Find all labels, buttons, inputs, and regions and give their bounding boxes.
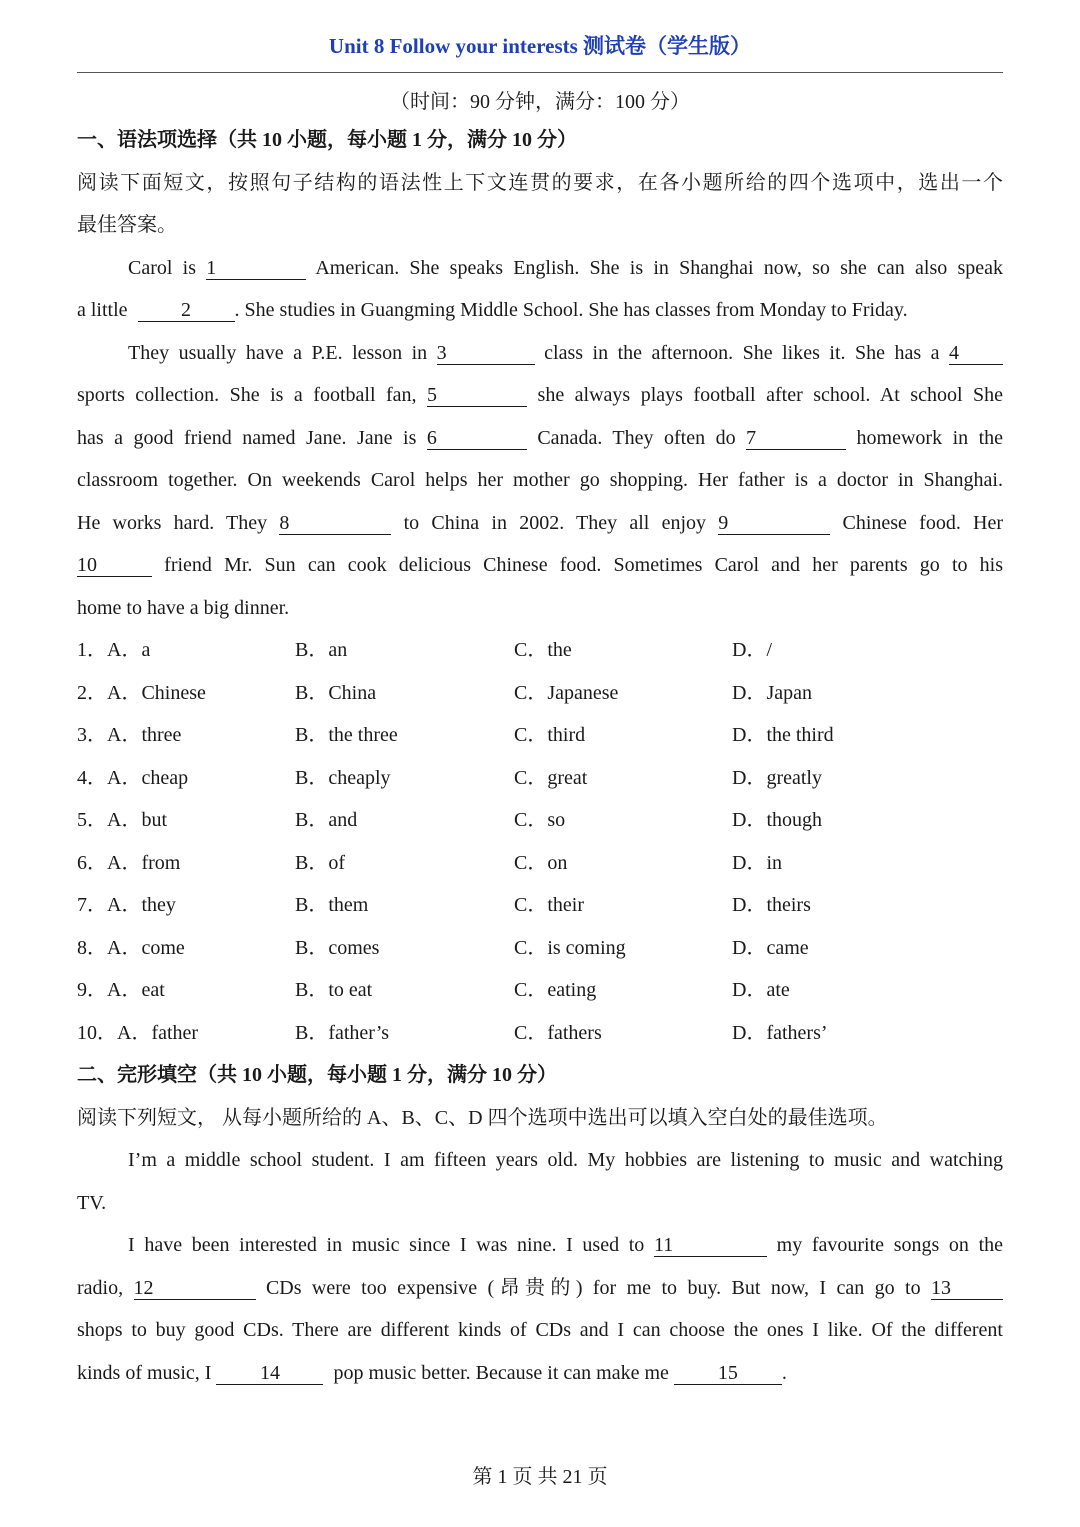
option-b: B．to eat: [295, 979, 373, 1001]
passage-1-line: home to have a big dinner.: [77, 596, 290, 619]
question-row: [77, 799, 1003, 842]
option-a: 2．A．Chinese: [77, 681, 206, 704]
passage-1-line: Carol is 1 American. She speaks English. She is in Shanghai now, so she can also speak: [128, 256, 1003, 279]
option-c: C．so: [514, 809, 566, 831]
option-c: C．eating: [514, 979, 597, 1001]
passage-1-line: a little 2 . She studies in Guangming Middle School. She has classes from Monday to Friday.: [77, 299, 908, 321]
question-row: [77, 969, 1003, 1012]
option-b: B．father’s: [295, 1021, 390, 1044]
option-c: C．Japanese: [514, 681, 619, 704]
blank-4: 4: [949, 342, 1003, 365]
blank-8: 8: [279, 512, 391, 535]
section-2-instruction: 阅读下列短文， 从每小题所给的 A、B、C、D 四个选项中选出可以填入空白处的最佳选项。: [77, 1106, 888, 1129]
option-d: D．theirs: [732, 894, 811, 916]
option-d: D．Japan: [732, 681, 812, 704]
question-row: [77, 884, 1003, 927]
blank-10: 10: [77, 554, 152, 577]
document-body: [77, 119, 1003, 1394]
option-a: 8．A．come: [77, 936, 185, 959]
option-b: B．of: [295, 851, 345, 874]
section-2-title: 二、完形填空（共 10 小题，每小题 1 分，满分 10 分）: [77, 1064, 557, 1086]
passage-1-line: They usually have a P.E. lesson in 3 class in the afternoon. She likes it. She has a 4: [77, 332, 1003, 375]
section-1-instruction: 阅读下面短文，按照句子结构的语法性上下文连贯的要求，在各小题所给的四个选项中，选出一个: [77, 171, 1003, 194]
option-c: C．is coming: [514, 936, 626, 959]
passage-2-line: radio, 12 CDs were too expensive (昂贵的) for me to buy. But now, I can go to 13: [77, 1267, 1003, 1310]
option-b: B．them: [295, 894, 369, 916]
option-b: B．the three: [295, 724, 398, 746]
option-b: B．cheaply: [295, 766, 391, 789]
section-1-title: 一、语法项选择（共 10 小题，每小题 1 分，满分 10 分）: [77, 129, 577, 151]
blank-15: 15: [674, 1362, 782, 1385]
blank-3: 3: [437, 342, 535, 365]
question-row: [77, 842, 1003, 885]
option-a: 4．A．cheap: [77, 766, 189, 789]
option-a: 1．A．a: [77, 639, 151, 661]
option-a: 7．A．they: [77, 894, 176, 916]
option-d: D．though: [732, 809, 822, 831]
blank-1: 1: [206, 257, 306, 280]
option-c: C．fathers: [514, 1021, 602, 1044]
section-1-instruction-cont: 最佳答案。: [77, 214, 177, 236]
option-a: 6．A．from: [77, 851, 181, 874]
blank-13: 13: [931, 1277, 1003, 1300]
option-a: 9．A．eat: [77, 979, 165, 1001]
header-divider: [77, 72, 1003, 73]
option-a: 5．A．but: [77, 809, 167, 831]
option-b: B．an: [295, 639, 348, 661]
option-d: D．greatly: [732, 766, 822, 789]
passage-2-line: TV.: [77, 1191, 107, 1214]
passage-2-line: kinds of music, I 14 pop music better. Because it can make me 15 .: [77, 1361, 787, 1384]
option-b: B．comes: [295, 936, 380, 959]
blank-9: 9: [718, 512, 830, 535]
option-a: 3．A．three: [77, 724, 182, 746]
options-list: [77, 629, 1003, 1054]
exam-time-score: （时间：90 分钟，满分：100 分）: [390, 91, 690, 113]
question-row: [77, 927, 1003, 970]
option-d: D．in: [732, 851, 782, 874]
option-c: C．their: [514, 894, 584, 916]
blank-12: 12: [134, 1277, 256, 1300]
passage-2-line: I have been interested in music since I was nine. I used to 11 my favourite songs on the: [128, 1234, 1004, 1256]
blank-7: 7: [746, 427, 846, 450]
passage-1-line: has a good friend named Jane. Jane is 6 Canada. They often do 7 homework in the: [77, 426, 1004, 449]
passage-1-line: He works hard. They 8 to China in 2002. They all enjoy 9 Chinese food. Her: [77, 511, 1004, 534]
blank-6: 6: [427, 427, 527, 450]
passage-2-line: I’m a middle school student. I am fifteen years old. My hobbies are listening to music and watching: [128, 1149, 1003, 1171]
option-a: 10．A．father: [77, 1021, 199, 1044]
blank-5: 5: [427, 384, 527, 407]
passage-1-line: sports collection. She is a football fan, 5 she always plays football after school. At school She: [77, 384, 1004, 406]
option-c: C．great: [514, 766, 588, 789]
option-c: C．third: [514, 724, 586, 746]
blank-11: 11: [654, 1234, 767, 1257]
blank-14: 14: [216, 1362, 323, 1385]
passage-1-line: 10 friend Mr. Sun can cook delicious Chinese food. Sometimes Carol and her parents go to his: [77, 554, 1003, 576]
question-row: [77, 757, 1003, 800]
option-c: C．on: [514, 851, 568, 874]
option-b: B．China: [295, 681, 377, 704]
passage-1-line: classroom together. On weekends Carol helps her mother go shopping. Her father is a doctor in Shanghai.: [77, 469, 1003, 491]
option-c: C．the: [514, 639, 572, 661]
page-number: 第 1 页 共 21 页: [472, 1466, 608, 1488]
option-d: D．came: [732, 936, 809, 959]
option-d: D．fathers’: [732, 1021, 828, 1044]
question-row: [77, 629, 1003, 672]
document-title: Unit 8 Follow your interests 测试卷（学生版）: [328, 34, 752, 58]
option-d: D．/: [732, 639, 772, 661]
blank-2: 2: [138, 299, 235, 322]
passage-2-line: shops to buy good CDs. There are different kinds of CDs and I can choose the ones I like. Of the different: [77, 1319, 1003, 1341]
question-row: [77, 714, 1003, 757]
question-row: [77, 672, 1003, 715]
option-d: D．ate: [732, 979, 790, 1001]
option-d: D．the third: [732, 724, 834, 746]
question-row: [77, 1012, 1003, 1055]
option-b: B．and: [295, 809, 358, 831]
